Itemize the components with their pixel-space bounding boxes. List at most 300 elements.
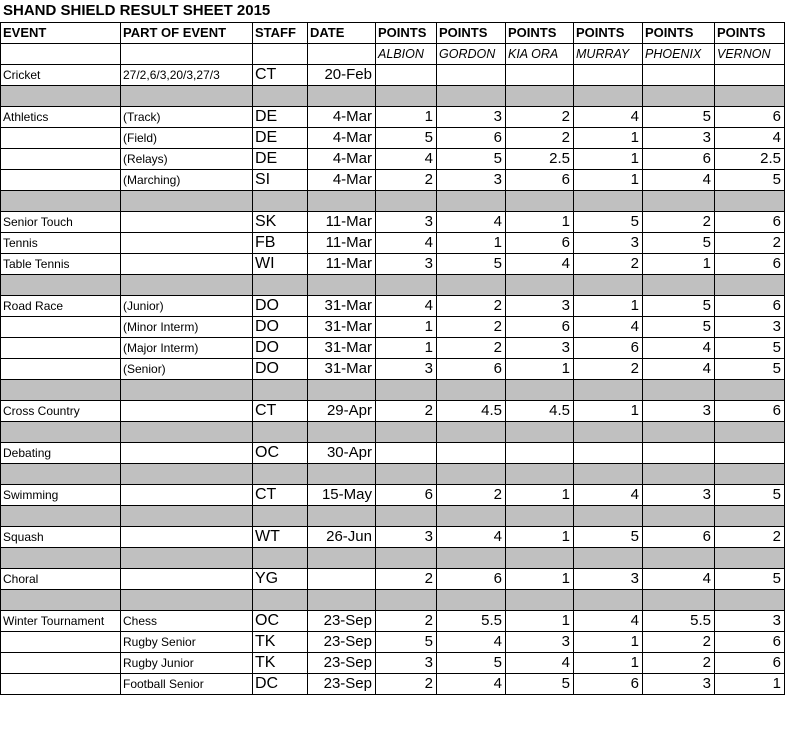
points-cell: 2	[376, 401, 437, 422]
staff-cell: DO	[253, 317, 308, 338]
table-row	[1, 149, 785, 170]
date-cell: 4-Mar	[308, 149, 376, 170]
separator-cell	[715, 548, 785, 569]
separator-cell	[253, 422, 308, 443]
separator-cell	[1, 422, 121, 443]
date-cell: 11-Mar	[308, 254, 376, 275]
date-cell: 4-Mar	[308, 107, 376, 128]
points-cell: 5	[643, 317, 715, 338]
points-cell: 2	[643, 632, 715, 653]
points-cell: 4	[437, 212, 506, 233]
header-points: POINTS	[437, 23, 506, 44]
points-cell: 1	[506, 485, 574, 506]
points-cell: 4	[376, 149, 437, 170]
separator-cell	[308, 590, 376, 611]
points-cell: 3	[506, 632, 574, 653]
points-cell: 6	[643, 149, 715, 170]
date-cell: 30-Apr	[308, 443, 376, 464]
separator-cell	[437, 590, 506, 611]
separator-cell	[715, 506, 785, 527]
points-cell: 1	[574, 632, 643, 653]
staff-cell: FB	[253, 233, 308, 254]
points-cell: 5	[437, 653, 506, 674]
house-gordon: GORDON	[437, 44, 506, 65]
separator-cell	[121, 548, 253, 569]
points-cell: 5	[715, 569, 785, 590]
separator-cell	[574, 590, 643, 611]
separator-cell	[121, 86, 253, 107]
points-cell: 4.5	[506, 401, 574, 422]
points-cell: 5	[643, 107, 715, 128]
house-row-blank	[121, 44, 253, 65]
separator-cell	[643, 86, 715, 107]
part-cell: (Relays)	[121, 149, 253, 170]
date-cell	[308, 569, 376, 590]
house-kia-ora: KIA ORA	[506, 44, 574, 65]
points-cell: 4	[574, 317, 643, 338]
points-cell: 3	[643, 485, 715, 506]
points-cell: 2.5	[506, 149, 574, 170]
separator-row	[1, 548, 785, 569]
date-cell: 11-Mar	[308, 233, 376, 254]
house-murray: MURRAY	[574, 44, 643, 65]
date-cell: 15-May	[308, 485, 376, 506]
separator-cell	[253, 506, 308, 527]
table-row	[1, 443, 785, 464]
points-cell: 4	[574, 485, 643, 506]
part-cell	[121, 212, 253, 233]
separator-cell	[437, 191, 506, 212]
separator-cell	[1, 590, 121, 611]
event-cell	[1, 653, 121, 674]
separator-cell	[574, 275, 643, 296]
table-row	[1, 107, 785, 128]
separator-cell	[308, 464, 376, 485]
points-cell: 1	[376, 317, 437, 338]
points-cell: 5	[715, 485, 785, 506]
separator-cell	[437, 464, 506, 485]
points-cell: 3	[376, 653, 437, 674]
separator-cell	[715, 380, 785, 401]
separator-cell	[506, 506, 574, 527]
separator-cell	[437, 548, 506, 569]
points-cell: 5	[643, 296, 715, 317]
points-cell	[437, 443, 506, 464]
results-body	[1, 23, 785, 695]
event-cell: Road Race	[1, 296, 121, 317]
staff-cell: WI	[253, 254, 308, 275]
points-cell	[437, 65, 506, 86]
part-cell	[121, 485, 253, 506]
staff-cell: CT	[253, 401, 308, 422]
staff-cell: DC	[253, 674, 308, 695]
points-cell: 6	[715, 632, 785, 653]
table-row	[1, 338, 785, 359]
separator-cell	[1, 86, 121, 107]
separator-cell	[308, 191, 376, 212]
points-cell: 2	[437, 317, 506, 338]
points-cell: 3	[643, 128, 715, 149]
header-event: EVENT	[1, 23, 121, 44]
points-cell: 5	[574, 212, 643, 233]
points-cell: 1	[715, 674, 785, 695]
table-row	[1, 65, 785, 86]
points-cell: 6	[437, 359, 506, 380]
points-cell: 2	[715, 233, 785, 254]
points-cell: 3	[376, 212, 437, 233]
date-cell: 31-Mar	[308, 317, 376, 338]
date-cell: 31-Mar	[308, 359, 376, 380]
part-cell: (Minor Interm)	[121, 317, 253, 338]
separator-cell	[643, 422, 715, 443]
staff-cell: SI	[253, 170, 308, 191]
points-cell: 3	[437, 107, 506, 128]
separator-row	[1, 380, 785, 401]
part-cell: Football Senior	[121, 674, 253, 695]
event-cell: Winter Tournament	[1, 611, 121, 632]
separator-cell	[1, 191, 121, 212]
date-cell: 20-Feb	[308, 65, 376, 86]
points-cell: 4	[643, 170, 715, 191]
separator-cell	[121, 590, 253, 611]
staff-cell: DO	[253, 359, 308, 380]
separator-cell	[437, 380, 506, 401]
points-cell	[574, 443, 643, 464]
separator-cell	[715, 590, 785, 611]
separator-cell	[308, 422, 376, 443]
staff-cell: CT	[253, 485, 308, 506]
table-row	[1, 233, 785, 254]
separator-cell	[308, 275, 376, 296]
points-cell: 2.5	[715, 149, 785, 170]
points-cell: 2	[437, 485, 506, 506]
points-cell: 5	[715, 170, 785, 191]
separator-cell	[643, 548, 715, 569]
event-cell: Senior Touch	[1, 212, 121, 233]
separator-cell	[506, 590, 574, 611]
points-cell: 2	[437, 296, 506, 317]
points-cell: 3	[437, 170, 506, 191]
points-cell: 2	[574, 359, 643, 380]
points-cell	[506, 65, 574, 86]
part-cell: (Major Interm)	[121, 338, 253, 359]
points-cell: 3	[643, 401, 715, 422]
separator-cell	[574, 380, 643, 401]
points-cell: 2	[437, 338, 506, 359]
points-cell: 6	[715, 653, 785, 674]
event-cell: Debating	[1, 443, 121, 464]
header-points: POINTS	[376, 23, 437, 44]
staff-cell: DO	[253, 338, 308, 359]
points-cell: 4	[574, 107, 643, 128]
table-row	[1, 401, 785, 422]
points-cell: 1	[506, 527, 574, 548]
table-row	[1, 632, 785, 653]
staff-cell: DE	[253, 107, 308, 128]
separator-cell	[308, 506, 376, 527]
points-cell: 1	[506, 212, 574, 233]
separator-cell	[574, 86, 643, 107]
event-cell: Swimming	[1, 485, 121, 506]
separator-cell	[308, 548, 376, 569]
points-cell: 2	[643, 653, 715, 674]
points-cell: 6	[715, 212, 785, 233]
header-points: POINTS	[506, 23, 574, 44]
date-cell: 23-Sep	[308, 632, 376, 653]
separator-cell	[376, 548, 437, 569]
separator-cell	[1, 464, 121, 485]
separator-cell	[715, 422, 785, 443]
event-cell: Tennis	[1, 233, 121, 254]
points-cell: 1	[506, 569, 574, 590]
points-cell: 4	[506, 653, 574, 674]
points-cell: 3	[376, 359, 437, 380]
points-cell: 2	[643, 212, 715, 233]
table-row	[1, 569, 785, 590]
event-cell: Cross Country	[1, 401, 121, 422]
event-cell	[1, 359, 121, 380]
points-cell: 4	[437, 527, 506, 548]
points-cell: 2	[376, 569, 437, 590]
points-cell: 6	[715, 107, 785, 128]
header-staff: STAFF	[253, 23, 308, 44]
staff-cell: TK	[253, 653, 308, 674]
points-cell: 5	[715, 338, 785, 359]
points-cell: 1	[574, 149, 643, 170]
separator-cell	[308, 86, 376, 107]
separator-cell	[506, 380, 574, 401]
separator-cell	[715, 86, 785, 107]
separator-row	[1, 464, 785, 485]
part-cell	[121, 569, 253, 590]
separator-cell	[715, 464, 785, 485]
points-cell: 5	[715, 359, 785, 380]
points-cell: 3	[715, 611, 785, 632]
separator-cell	[643, 191, 715, 212]
points-cell: 5	[574, 527, 643, 548]
points-cell	[715, 443, 785, 464]
separator-cell	[506, 422, 574, 443]
house-row-blank	[308, 44, 376, 65]
separator-cell	[574, 191, 643, 212]
event-cell: Squash	[1, 527, 121, 548]
points-cell: 3	[643, 674, 715, 695]
points-cell: 3	[376, 527, 437, 548]
part-cell: Chess	[121, 611, 253, 632]
date-cell: 26-Jun	[308, 527, 376, 548]
points-cell: 2	[715, 527, 785, 548]
separator-row	[1, 275, 785, 296]
staff-cell: YG	[253, 569, 308, 590]
event-cell: Table Tennis	[1, 254, 121, 275]
points-cell: 1	[506, 359, 574, 380]
part-cell: Rugby Junior	[121, 653, 253, 674]
points-cell: 1	[376, 338, 437, 359]
separator-cell	[506, 464, 574, 485]
part-cell	[121, 401, 253, 422]
points-cell: 5	[437, 254, 506, 275]
separator-cell	[643, 506, 715, 527]
table-row	[1, 212, 785, 233]
points-cell: 2	[506, 107, 574, 128]
staff-cell: OC	[253, 611, 308, 632]
points-cell	[574, 65, 643, 86]
separator-row	[1, 191, 785, 212]
points-cell: 2	[376, 611, 437, 632]
points-cell: 6	[376, 485, 437, 506]
points-cell: 4	[715, 128, 785, 149]
separator-cell	[506, 275, 574, 296]
points-cell: 1	[437, 233, 506, 254]
part-cell	[121, 527, 253, 548]
points-cell: 2	[574, 254, 643, 275]
points-cell: 6	[715, 401, 785, 422]
points-cell	[506, 443, 574, 464]
separator-cell	[643, 464, 715, 485]
part-cell: (Junior)	[121, 296, 253, 317]
separator-cell	[121, 422, 253, 443]
points-cell: 1	[574, 653, 643, 674]
date-cell: 4-Mar	[308, 128, 376, 149]
points-cell	[643, 443, 715, 464]
date-cell: 31-Mar	[308, 338, 376, 359]
points-cell: 3	[574, 569, 643, 590]
points-cell: 3	[715, 317, 785, 338]
event-cell	[1, 128, 121, 149]
staff-cell: SK	[253, 212, 308, 233]
table-row	[1, 254, 785, 275]
separator-cell	[376, 86, 437, 107]
points-cell: 6	[715, 296, 785, 317]
separator-cell	[1, 506, 121, 527]
date-cell: 31-Mar	[308, 296, 376, 317]
header-points: POINTS	[643, 23, 715, 44]
points-cell: 4	[574, 611, 643, 632]
staff-cell: DO	[253, 296, 308, 317]
separator-cell	[121, 191, 253, 212]
event-cell: Athletics	[1, 107, 121, 128]
points-cell: 5	[376, 128, 437, 149]
date-cell: 23-Sep	[308, 674, 376, 695]
points-cell: 6	[437, 569, 506, 590]
points-cell: 2	[376, 170, 437, 191]
points-cell: 5	[643, 233, 715, 254]
separator-cell	[308, 380, 376, 401]
points-cell: 6	[437, 128, 506, 149]
points-cell: 6	[506, 170, 574, 191]
results-table	[0, 22, 785, 695]
points-cell: 4.5	[437, 401, 506, 422]
part-cell	[121, 443, 253, 464]
separator-cell	[574, 464, 643, 485]
separator-cell	[1, 380, 121, 401]
separator-cell	[574, 548, 643, 569]
separator-cell	[506, 191, 574, 212]
points-cell	[376, 443, 437, 464]
separator-cell	[437, 422, 506, 443]
points-cell: 5.5	[643, 611, 715, 632]
points-cell: 1	[376, 107, 437, 128]
separator-cell	[376, 380, 437, 401]
points-cell: 3	[506, 296, 574, 317]
staff-cell: DE	[253, 149, 308, 170]
points-cell: 6	[643, 527, 715, 548]
separator-cell	[715, 275, 785, 296]
header-date: DATE	[308, 23, 376, 44]
points-cell	[643, 65, 715, 86]
points-cell: 4	[437, 632, 506, 653]
part-cell	[121, 254, 253, 275]
date-cell: 23-Sep	[308, 653, 376, 674]
part-cell: (Field)	[121, 128, 253, 149]
separator-row	[1, 506, 785, 527]
separator-cell	[376, 275, 437, 296]
house-phoenix: PHOENIX	[643, 44, 715, 65]
separator-cell	[643, 275, 715, 296]
part-cell: (Track)	[121, 107, 253, 128]
separator-cell	[376, 506, 437, 527]
points-cell: 4	[643, 359, 715, 380]
table-row	[1, 611, 785, 632]
points-cell	[715, 65, 785, 86]
event-cell	[1, 170, 121, 191]
points-cell: 6	[506, 317, 574, 338]
separator-cell	[1, 275, 121, 296]
part-cell: Rugby Senior	[121, 632, 253, 653]
separator-cell	[253, 464, 308, 485]
separator-cell	[376, 422, 437, 443]
points-cell: 4	[506, 254, 574, 275]
points-cell: 6	[715, 254, 785, 275]
part-cell: (Marching)	[121, 170, 253, 191]
points-cell: 5.5	[437, 611, 506, 632]
points-cell: 1	[574, 128, 643, 149]
table-row	[1, 485, 785, 506]
points-cell: 2	[506, 128, 574, 149]
points-cell: 3	[376, 254, 437, 275]
points-cell: 6	[574, 338, 643, 359]
separator-cell	[121, 506, 253, 527]
header-row	[1, 23, 785, 44]
points-cell: 1	[574, 170, 643, 191]
house-vernon: VERNON	[715, 44, 785, 65]
points-cell: 4	[376, 233, 437, 254]
separator-row	[1, 422, 785, 443]
separator-cell	[437, 275, 506, 296]
date-cell: 4-Mar	[308, 170, 376, 191]
part-cell	[121, 233, 253, 254]
separator-cell	[1, 548, 121, 569]
points-cell: 6	[506, 233, 574, 254]
event-cell	[1, 317, 121, 338]
separator-cell	[437, 506, 506, 527]
table-row	[1, 317, 785, 338]
separator-cell	[121, 275, 253, 296]
separator-cell	[715, 191, 785, 212]
separator-cell	[643, 590, 715, 611]
event-cell: Cricket	[1, 65, 121, 86]
separator-cell	[253, 275, 308, 296]
separator-cell	[121, 464, 253, 485]
event-cell: Choral	[1, 569, 121, 590]
separator-cell	[376, 590, 437, 611]
separator-cell	[376, 191, 437, 212]
points-cell: 4	[437, 674, 506, 695]
header-part: PART OF EVENT	[121, 23, 253, 44]
points-cell: 4	[376, 296, 437, 317]
points-cell: 3	[574, 233, 643, 254]
separator-cell	[253, 191, 308, 212]
